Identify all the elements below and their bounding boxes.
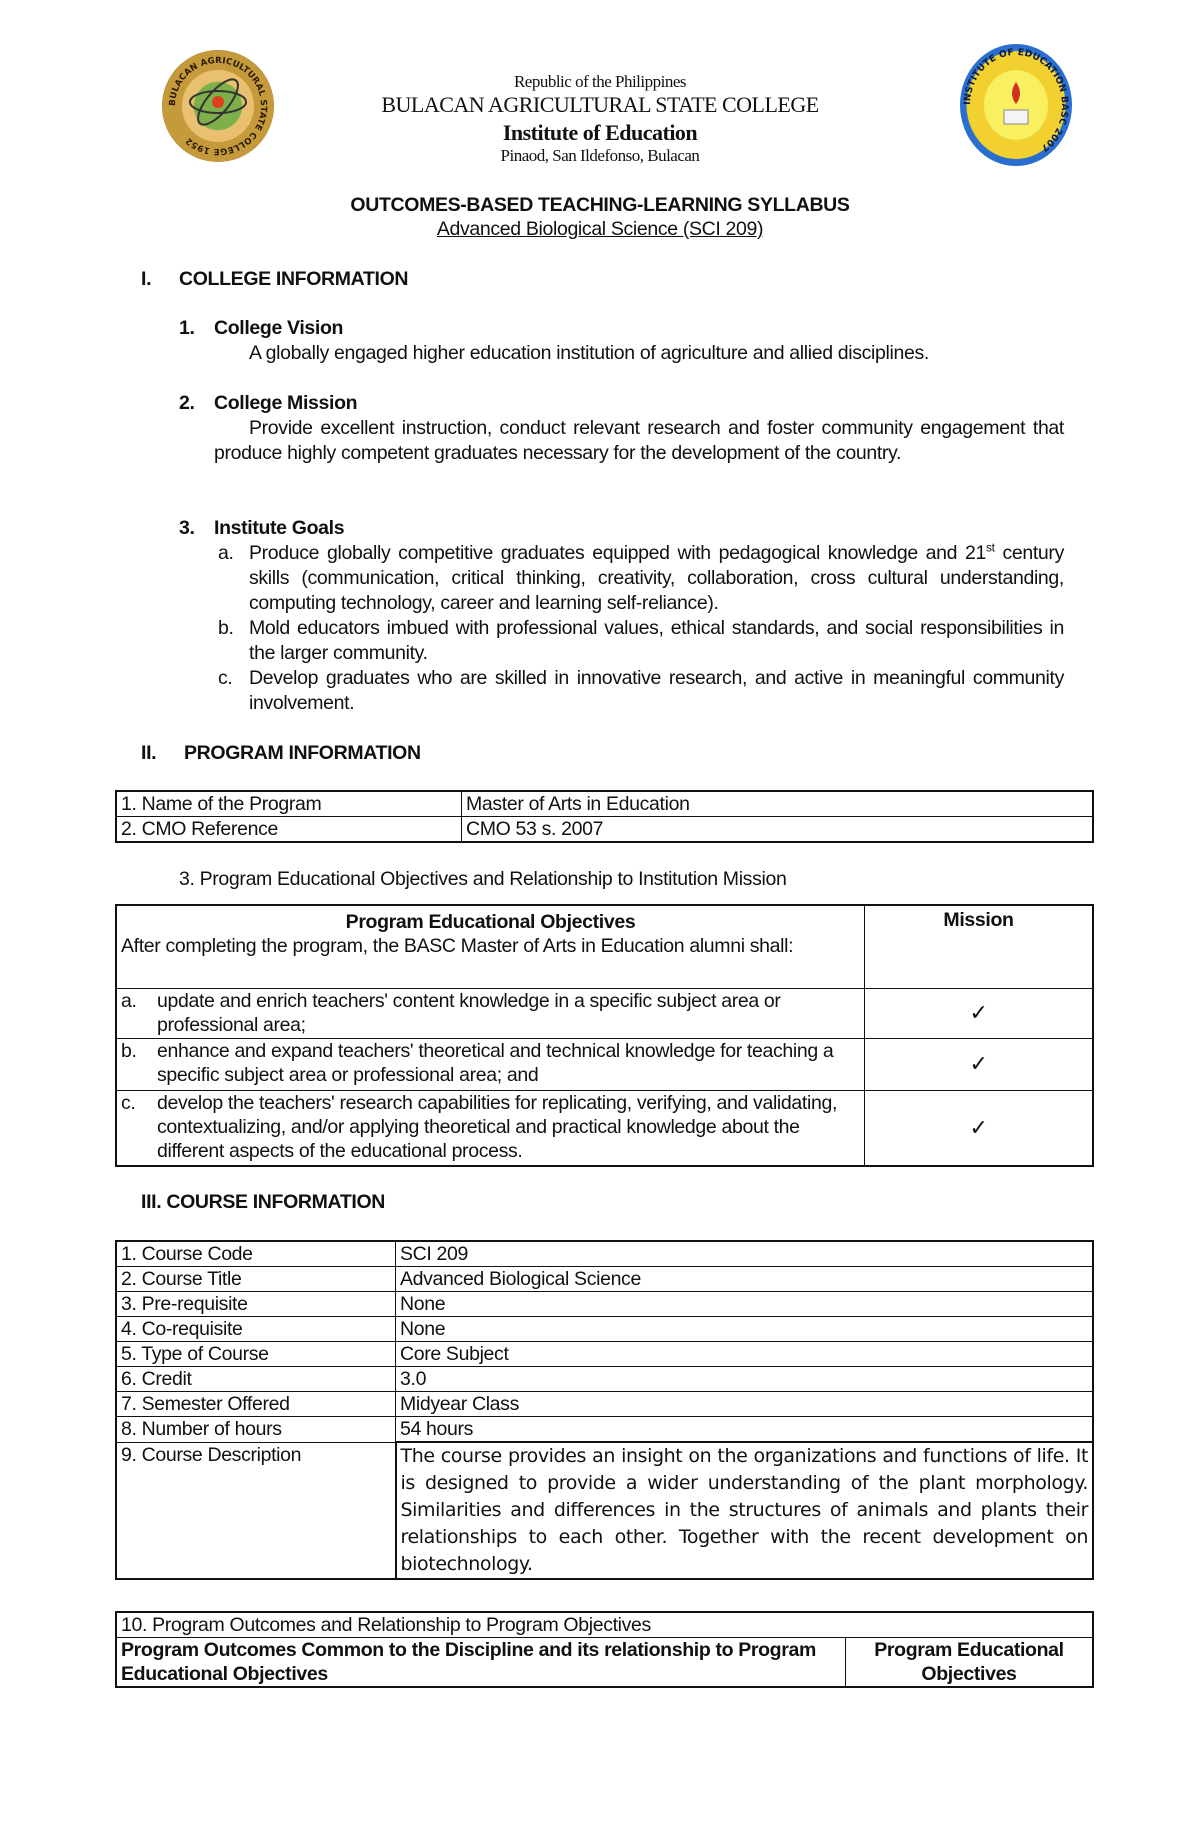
table-cell-value: None (396, 1317, 1094, 1342)
table-row (116, 1292, 1093, 1317)
table-row (116, 1038, 1093, 1090)
table-cell-value: None (396, 1292, 1094, 1317)
table-cell-label: 1. Course Code (116, 1241, 396, 1267)
peo-table (115, 904, 1094, 1167)
peo-letter: a. (121, 989, 137, 1012)
table-row (116, 1267, 1093, 1292)
table-cell-label: 3. Pre-requisite (116, 1292, 396, 1317)
mission-text: Provide excellent instruction, conduct relevant research and foster community engagement that produce highly competent graduates necessary for the development of the country. (214, 417, 1064, 464)
table-cell-label: 6. Credit (116, 1367, 396, 1392)
table-cell-label: 8. Number of hours (116, 1417, 396, 1443)
table-row (116, 1342, 1093, 1367)
table-cell-label: 2. Course Title (116, 1267, 396, 1292)
table-cell-value: 54 hours (396, 1417, 1094, 1443)
section-2-number: II. (141, 742, 157, 764)
goal-letter: c. (218, 667, 233, 689)
peo-header-cell (116, 905, 865, 988)
table-row (116, 988, 1093, 1038)
table-cell-label: 5. Type of Course (116, 1342, 396, 1367)
table-cell-label: 4. Co-requisite (116, 1317, 396, 1342)
goals-list (218, 541, 1064, 716)
table-row (116, 1392, 1093, 1417)
po-col2-header: Program Educational Objectives (846, 1638, 1094, 1688)
course-info-table (115, 1240, 1094, 1580)
course-description: The course provides an insight on the organizations and functions of life. It is designed to provide a wider understanding of the plant morphology. Similarities and differences in the structures of animals and plants their relationships to each other. Together with the recent development on biotechnology. (396, 1442, 1094, 1579)
table-row (116, 1241, 1093, 1267)
peo-caption: 3. Program Educational Objectives and Relationship to Institution Mission (179, 868, 787, 890)
republic-line: Republic of the Philippines (513, 72, 687, 91)
table-cell-label: 9. Course Description (116, 1442, 396, 1579)
table-header-row (116, 905, 1093, 988)
table-cell-value: Advanced Biological Science (396, 1267, 1094, 1292)
institute-logo-lettering: INSTITUTE OF EDUCATION BASC 2007 (961, 46, 1071, 154)
table-cell-label: 2. CMO Reference (116, 817, 462, 843)
goal-text: Mold educators imbued with professional values, ethical standards, and social responsibilities in the larger community. (249, 617, 1064, 664)
check-icon: ✓ (865, 988, 1094, 1038)
table-cell-label: 1. Name of the Program (116, 791, 462, 817)
peo-cell (116, 1038, 865, 1090)
check-icon: ✓ (865, 1090, 1094, 1166)
table-row (116, 1367, 1093, 1392)
mission-heading: College Mission (214, 392, 358, 414)
peo-header: Program Educational Objectives (345, 911, 636, 933)
institute-name: Institute of Education (502, 120, 698, 145)
table-cell-value: SCI 209 (396, 1241, 1094, 1267)
table-cell-label: 7. Semester Offered (116, 1392, 396, 1417)
peo-letter: b. (121, 1039, 137, 1062)
peo-cell (116, 988, 865, 1038)
goal-text: Produce globally competitive graduates equipped with pedagogical knowledge and 21st century skills (communication, critical thinking, creativity, collaboration, cross cultural understanding, computing technology, career and learning self-reliance). (249, 540, 1064, 614)
peo-text: develop the teachers' research capabilities for replicating, verifying, and validating, contextualizing, and/or applying theoretical and practical knowledge about the different aspects of the educational process. (157, 1091, 838, 1162)
table-row (116, 1417, 1093, 1443)
table-row (116, 817, 1093, 843)
mission-number: 2. (179, 392, 195, 414)
table-cell-value: Master of Arts in Education (462, 791, 1094, 817)
table-row (116, 1090, 1093, 1166)
table-cell-value: Core Subject (396, 1342, 1094, 1367)
goals-number: 3. (179, 517, 195, 539)
table-row (116, 1612, 1093, 1638)
goal-item (218, 541, 1064, 616)
college-name: BULACAN AGRICULTURAL STATE COLLEGE (381, 92, 819, 117)
goal-text: Develop graduates who are skilled in innovative research, and active in meaningful community involvement. (249, 667, 1064, 714)
vision-heading: College Vision (214, 317, 344, 339)
vision-number: 1. (179, 317, 195, 339)
table-header-row (116, 1638, 1093, 1688)
section-1-number: I. (141, 268, 152, 290)
course-subtitle: Advanced Biological Science (SCI 209) (436, 218, 764, 240)
table-row (116, 1317, 1093, 1342)
check-icon: ✓ (865, 1038, 1094, 1090)
peo-letter: c. (121, 1091, 136, 1114)
po-col1-header: Program Outcomes Common to the Discipline and its relationship to Program Educational Objectives (116, 1638, 846, 1688)
table-cell-value: 3.0 (396, 1367, 1094, 1392)
section-3-heading: III. COURSE INFORMATION (141, 1191, 386, 1213)
goal-letter: b. (218, 617, 234, 639)
peo-text: update and enrich teachers' content knowledge in a specific subject area or professional area; (157, 989, 781, 1036)
po-title: 10. Program Outcomes and Relationship to Program Objectives (116, 1612, 1093, 1638)
table-row (116, 791, 1093, 817)
vision-text: A globally engaged higher education institution of agriculture and allied disciplines. (249, 342, 929, 364)
peo-text: enhance and expand teachers' theoretical and technical knowledge for teaching a specific subject area or professional area; and (157, 1039, 834, 1086)
program-info-table (115, 790, 1094, 843)
goal-item (218, 616, 1064, 666)
goals-heading: Institute Goals (214, 517, 345, 539)
peo-intro: After completing the program, the BASC Master of Arts in Education alumni shall: (121, 935, 794, 957)
table-row (116, 1442, 1093, 1579)
document-title: OUTCOMES-BASED TEACHING-LEARNING SYLLABUS (350, 194, 850, 216)
address: Pinaod, San Ildefonso, Bulacan (500, 146, 700, 165)
goal-letter: a. (218, 542, 234, 564)
goal-item (218, 666, 1064, 716)
table-cell-value: Midyear Class (396, 1392, 1094, 1417)
mission-header: Mission (865, 905, 1094, 988)
peo-cell (116, 1090, 865, 1166)
section-2-heading: PROGRAM INFORMATION (184, 742, 421, 764)
college-seal-lettering: BULACAN AGRICULTURAL STATE COLLEGE 1952 (167, 55, 269, 157)
table-cell-value: CMO 53 s. 2007 (462, 817, 1094, 843)
section-1-heading: COLLEGE INFORMATION (179, 268, 409, 290)
program-outcomes-table (115, 1611, 1094, 1688)
